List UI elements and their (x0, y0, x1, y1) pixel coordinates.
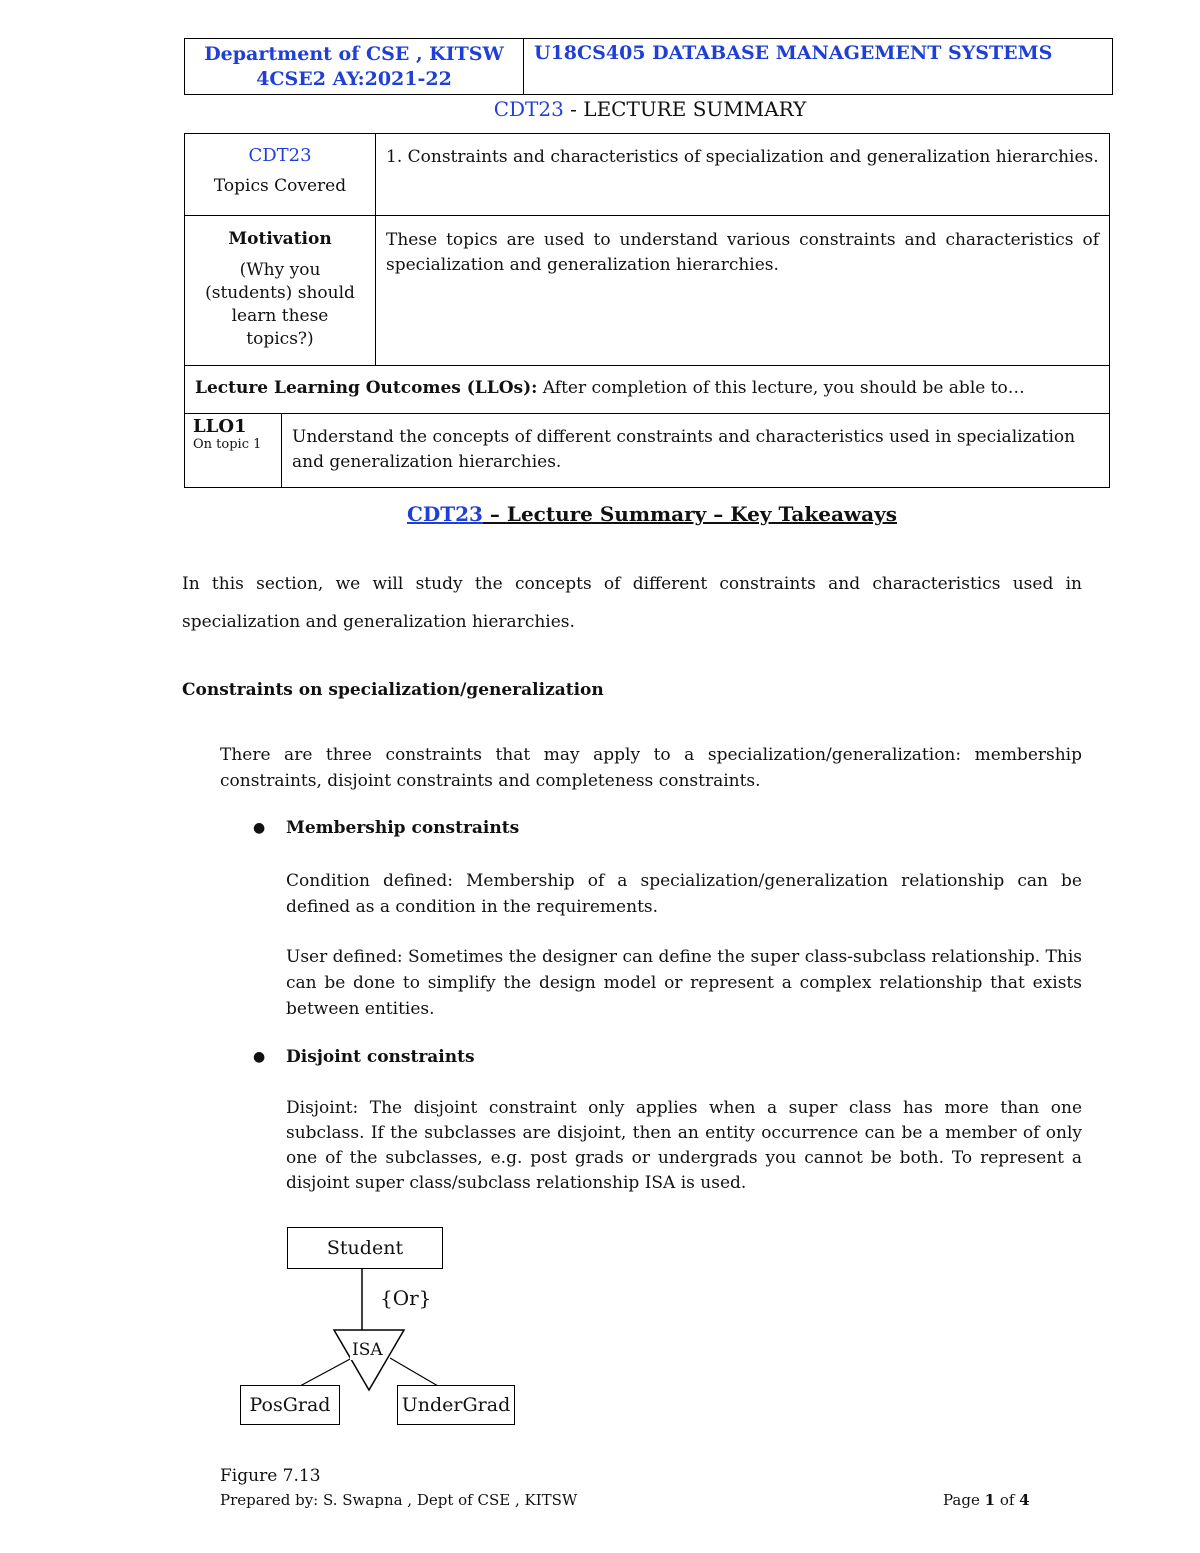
page-word: Page (943, 1491, 985, 1509)
llo1-id-cell (185, 414, 282, 487)
summary-code: CDT23 (493, 97, 564, 121)
llo-heading: Lecture Learning Outcomes (LLOs): (195, 378, 538, 398)
summary-title-text: - LECTURE SUMMARY (563, 97, 807, 121)
section-intro: There are three constraints that may apply to a specialization/generalization: membership constraints, disjoint constraints and completeness constraints. (220, 745, 1082, 791)
isa-undergrad-line (390, 1358, 438, 1386)
or-constraint-label: {Or} (380, 1286, 432, 1310)
page-current: 1 (984, 1491, 996, 1509)
motivation-label: Motivation (228, 229, 332, 249)
page-number (943, 1491, 1030, 1509)
document-header (184, 38, 1113, 95)
isa-posgrad-line (300, 1358, 352, 1386)
topics-covered-label: Topics Covered (213, 176, 347, 196)
intro-paragraph: In this section, we will study the concepts of different constraints and characteristics used in specialization and generalization hierarchies. (182, 574, 1082, 632)
posgrad-entity-box: PosGrad (240, 1385, 340, 1425)
membership-heading: Membership constraints (286, 818, 520, 838)
bullet-icon: ● (253, 1049, 266, 1065)
motivation-text-cell (376, 216, 1110, 366)
condition-defined-text: Condition defined: Membership of a specialization/generalization relationship can be defined as a condition in the requirements. (286, 871, 1082, 917)
motivation-label-cell (185, 216, 376, 366)
topics-code: CDT23 (248, 145, 312, 166)
llo-heading-cell (185, 366, 1110, 414)
llo1-topic: On topic 1 (193, 437, 262, 452)
of-word: of (995, 1491, 1020, 1509)
llo-intro: After completion of this lecture, you should be able to… (537, 378, 1025, 398)
llo1-id: LLO1 (193, 416, 247, 437)
figure-caption: Figure 7.13 (220, 1466, 321, 1486)
disjoint-text: Disjoint: The disjoint constraint only applies when a super class has more than one subclass. If the subclasses are disjoint, then an entity occurrence can be a member of only one of the subclasses, e.g. post grads or undergrads you cannot be both. To represent a disjoint super class/subclass relationship ISA is used. (286, 1098, 1082, 1193)
student-entity-box: Student (287, 1227, 443, 1269)
bullet-icon: ● (253, 820, 266, 836)
llo1-text: Understand the concepts of different constraints and characteristics used in specialization and generalization hierarchies. (292, 427, 1076, 472)
lecture-summary-title (0, 97, 1200, 121)
topic-item: 1. Constraints and characteristics of specialization and generalization hierarchies. (386, 147, 1099, 167)
llo1-row (185, 414, 1110, 488)
key-title-text: – Lecture Summary – Key Takeaways (482, 502, 897, 526)
topics-table (184, 133, 1110, 488)
topic-item-cell (376, 134, 1110, 216)
section-heading: Constraints on specialization/generalization (182, 680, 604, 700)
motivation-sub: (Why you (students) should learn these topics?) (205, 260, 355, 349)
topics-row (185, 134, 1110, 216)
course-title: U18CS405 DATABASE MANAGEMENT SYSTEMS (534, 42, 1053, 64)
disjoint-heading: Disjoint constraints (286, 1047, 475, 1067)
page-total: 4 (1019, 1491, 1030, 1509)
undergrad-entity-box: UnderGrad (397, 1385, 515, 1425)
prepared-by: Prepared by: S. Swapna , Dept of CSE , KITSW (220, 1491, 578, 1509)
llo-heading-row (185, 366, 1110, 414)
llo1-text-cell (282, 414, 1109, 487)
department-line: Department of CSE , KITSW (204, 43, 504, 65)
topics-label-cell (185, 134, 376, 216)
motivation-text: These topics are used to understand various constraints and characteristics of specialization and generalization hierarchies. (386, 230, 1099, 275)
key-takeaways-title (0, 502, 1200, 526)
class-year-line: 4CSE2 AY:2021-22 (256, 68, 452, 90)
department-cell (185, 39, 524, 94)
user-defined-text: User defined: Sometimes the designer can define the super class-subclass relationship. This can be done to simplify the design model or represent a complex relationship that exists between entities. (286, 947, 1082, 1019)
motivation-row (185, 216, 1110, 366)
isa-label: ISA (352, 1340, 383, 1360)
key-title-code[interactable]: CDT23 (406, 502, 483, 526)
llo1-cell (185, 414, 1110, 488)
